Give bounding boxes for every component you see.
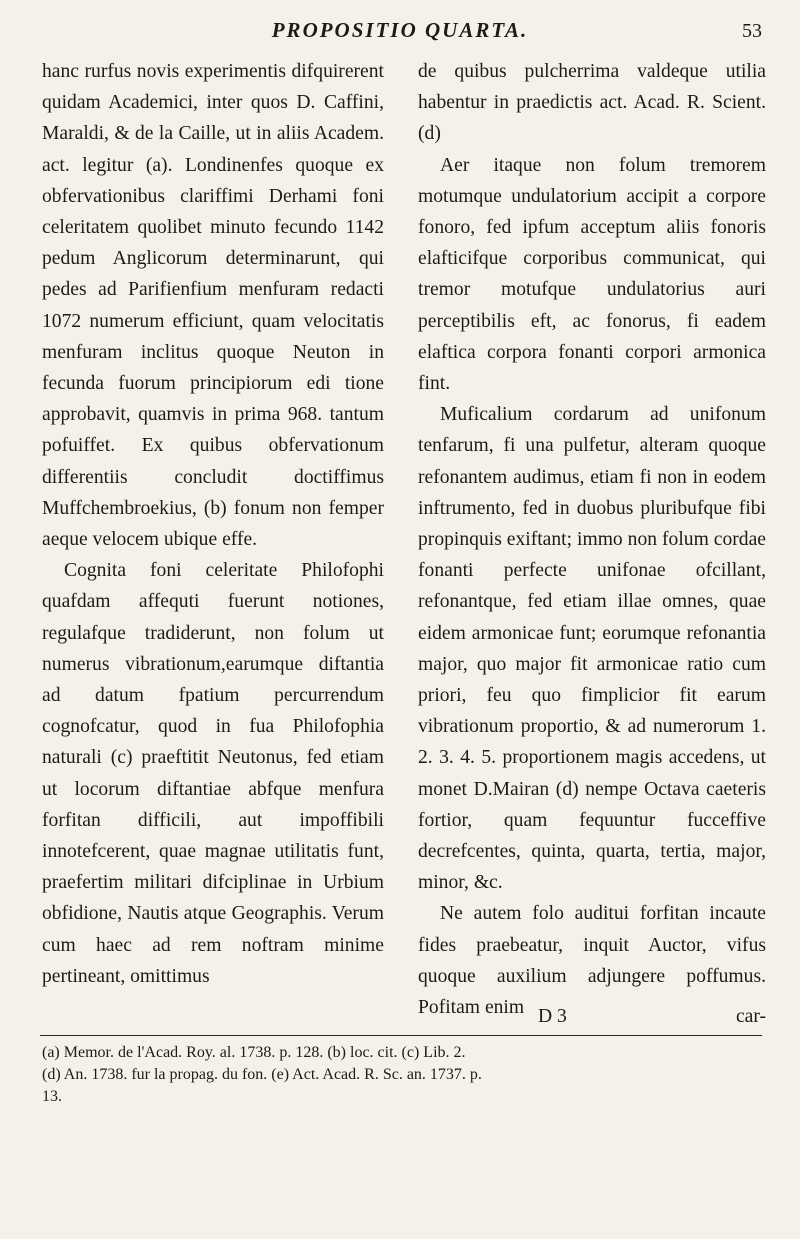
signature-mark: D 3 — [538, 1006, 567, 1027]
right-paragraph-1: de quibus pulcherrima valdeque utilia habentur in praedictis act. Acad. R. Scient. (d) — [418, 61, 766, 145]
footnote-line-1: (a) Memor. de l'Acad. Roy. al. 1738. p. 128. (b) loc. cit. (c) Lib. 2. — [42, 1044, 466, 1061]
page-number: 53 — [742, 20, 762, 42]
right-paragraph-4: Ne autem folo auditui forfitan incaute fides praebeatur, inquit Auctor, vifus quoque auxilium adjungere poffumus. Pofitam enim — [418, 903, 766, 1019]
running-head — [0, 18, 800, 50]
right-column — [418, 56, 766, 1023]
footnotes — [42, 1042, 766, 1108]
right-paragraph-2: Aer itaque non folum tremorem motumque undulatorium accipit a corpore fonoro, fed ipfum acceptum aliis fonoris elafticifque corporibus communicat, qui tremor motufque undulatorius auri perceptibilis eft, ac fonorus, fi eadem elaftica corpora fonanti corpori armonica fint. — [418, 154, 766, 395]
left-column — [42, 56, 384, 992]
signature-row — [418, 1004, 766, 1030]
running-title: PROPOSITIO QUARTA. — [271, 18, 529, 42]
catchword: car- — [735, 1006, 766, 1027]
left-paragraph-2: Cognita foni celeritate Philofophi quafdam affequti fuerunt notiones, regulafque tradiderunt, non folum ut numerus vibrationum,earumque diftantia ad datum fpatium percurrendum cognofcatur, quod in fua Philofophia naturali (c) praeftitit Neutonus, fed etiam ut locorum diftantiae abfque menfura forfitan difficili, aut impoffibili innotefcerent, quae magnae utilitatis funt, praefertim militari difciplinae in Urbium obfidione, Nautis atque Geographis. Verum cum haec ad rem noftram minime pertineant, omittimus — [42, 560, 384, 987]
right-paragraph-3: Muficalium cordarum ad unifonum tenfarum, fi una pulfetur, alteram quoque refonantem audimus, etiam fi non in eodem inftrumento, fed in duobus pluribufque fibi propinquis exiftant; immo non folum cordae fonanti perfecte unifonae ofcillant, refonantque, fed etiam illae omnes, quae eidem armonicae funt; eorumque refonantia major, quo major fit armonicae ratio cum priori, feu quo fimplicior fit earum vibrationum proportio, & ad numerorum 1. 2. 3. 4. 5. proportionem magis accedens, ut monet D.Mairan (d) nempe Octava caeteris fortior, quam fequuntur fucceffive decrefcentes, quinta, quarta, tertia, major, minor, &c. — [418, 404, 766, 894]
footnote-line-2: (d) An. 1738. fur la propag. du fon. (e) Act. Acad. R. Sc. an. 1737. p. — [42, 1066, 482, 1083]
footnote-line-3: 13. — [42, 1088, 62, 1105]
left-paragraph-1: hanc rurfus novis experimentis difquirerent quidam Academici, inter quos D. Caffini, Maraldi, & de la Caille, ut in aliis Academ. act. legitur (a). Londinenfes quoque ex obfervationibus clariffimi Derhami foni celeritatem quolibet minuto fecundo 1142 pedum Anglicorum determinarunt, qui pedes ad Parifienfium menfuram redacti 1072 numerum efficiunt, quam velocitatis menfuram inclitus quoque Neuton in fecunda fuorum principiorum edi tione approbavit, quamvis in prima 968. tantum pofuiffet. Ex quibus obfervationum differentiis concludit doctiffimus Muffchembroekius, (b) fonum non femper aeque velocem ubique effe. — [42, 61, 384, 551]
footnote-rule — [40, 1035, 762, 1036]
